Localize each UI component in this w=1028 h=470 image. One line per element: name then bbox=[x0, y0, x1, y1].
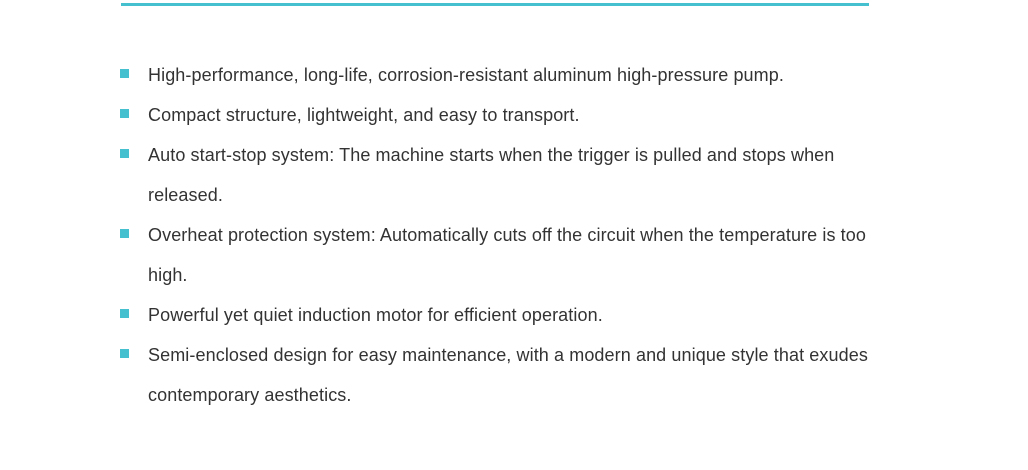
feature-text: Overheat protection system: Automatically cuts off the circuit when the temperature is too high. bbox=[148, 225, 867, 285]
feature-list bbox=[120, 55, 870, 415]
square-bullet-icon bbox=[120, 349, 129, 358]
feature-text: High-performance, long-life, corrosion-resistant aluminum high-pressure pump. bbox=[148, 65, 784, 85]
top-divider bbox=[121, 3, 869, 6]
square-bullet-icon bbox=[120, 149, 129, 158]
feature-item bbox=[120, 135, 869, 215]
square-bullet-icon bbox=[120, 69, 129, 78]
feature-text: Auto start-stop system: The machine starts when the trigger is pulled and stops when released. bbox=[148, 145, 835, 205]
feature-item bbox=[120, 335, 869, 415]
feature-text: Semi-enclosed design for easy maintenance, with a modern and unique style that exudes contemporary aesthetics. bbox=[148, 345, 868, 405]
square-bullet-icon bbox=[120, 109, 129, 118]
feature-text: Powerful yet quiet induction motor for efficient operation. bbox=[148, 305, 603, 325]
feature-item bbox=[120, 95, 869, 135]
feature-item bbox=[120, 215, 869, 295]
square-bullet-icon bbox=[120, 309, 129, 318]
feature-item bbox=[120, 55, 869, 95]
feature-text: Compact structure, lightweight, and easy to transport. bbox=[148, 105, 580, 125]
feature-item bbox=[120, 295, 869, 335]
square-bullet-icon bbox=[120, 229, 129, 238]
